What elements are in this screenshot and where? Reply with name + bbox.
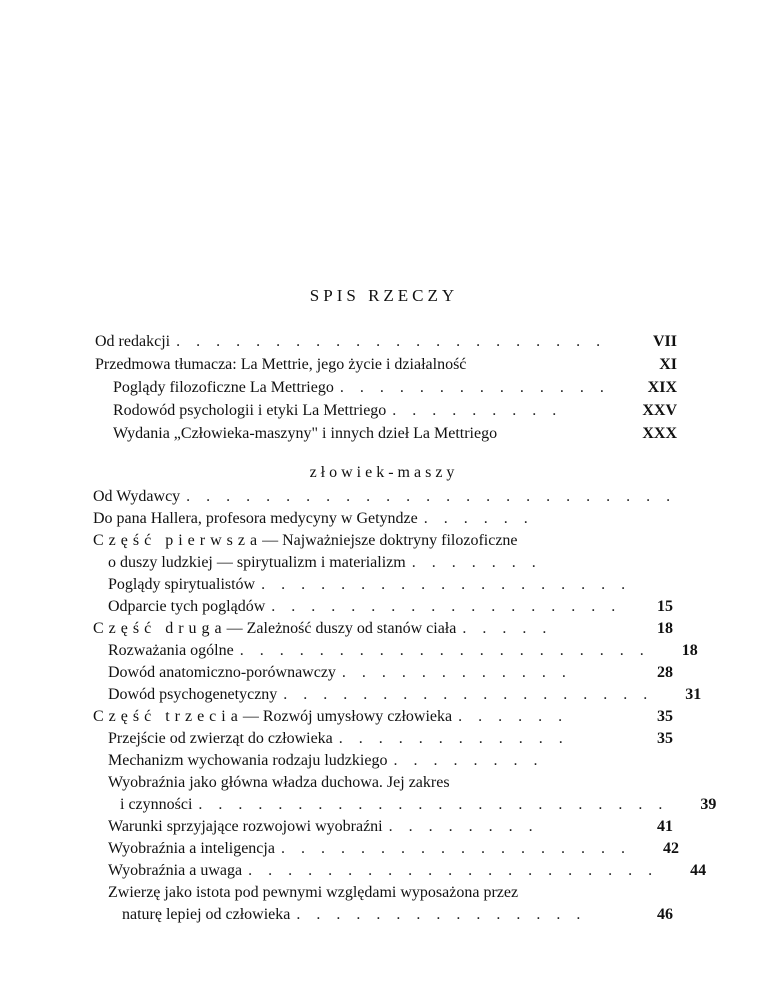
toc-entry-label: Przedmowa tłumacza: La Mettrie, jego życie i działalność (95, 356, 467, 373)
toc-entry (113, 378, 677, 398)
toc-entry (108, 773, 673, 793)
toc-page-number: 41 (657, 818, 673, 835)
toc-leader-dots: . . . . . . . . . . . . . . . (296, 906, 587, 923)
toc-entry-label: Od redakcji (95, 333, 171, 350)
toc-entry-label: Poglądy filozoficzne La Mettriego (113, 379, 334, 396)
toc-entry-label: — Zależność duszy od stanów ciała (226, 620, 457, 637)
toc-leader-dots: . . . . . . . . . . . . . . . . . . . . . (248, 862, 659, 879)
toc-entry (108, 663, 673, 683)
toc-entry-label: Wydania „Człowieka-maszyny" i innych dzieł La Mettriego (113, 425, 498, 442)
toc-entry-label: i czynności (120, 796, 193, 813)
toc-page-number: XIX (647, 379, 677, 396)
toc-page-number: 35 (657, 708, 673, 725)
toc-page-number: 42 (662, 840, 679, 857)
toc-entry (108, 883, 673, 903)
toc-leader-dots: . . . . . . . . (388, 818, 539, 835)
toc-part-heading: Część pierwsza (93, 532, 263, 549)
toc-leader-dots: . . . . . . . . . . . . . . . . . . . . . . (176, 333, 607, 350)
toc-page-number: 35 (657, 730, 673, 747)
toc-leader-dots: . . . . . . . (411, 554, 542, 571)
toc-page-number: XI (659, 356, 677, 373)
toc-entry-label: Wyobraźnia jako główna władza duchowa. Jej zakres (108, 774, 450, 791)
toc-page-number: 46 (657, 906, 673, 923)
toc-leader-dots: . . . . . . . . . . . . . . . . . . . (261, 576, 632, 593)
toc-leader-dots: . . . . . . . . (393, 752, 544, 769)
toc-entry-label: Dowód psychogenetyczny (108, 686, 278, 703)
toc-page-number: 44 (690, 862, 707, 879)
toc-entry-label: Do pana Hallera, profesora medycyny w Getyndze (93, 510, 418, 527)
toc-entry (113, 401, 677, 421)
toc-page-number: 18 (657, 620, 673, 637)
toc-entry (108, 575, 673, 595)
toc-entry (95, 355, 677, 375)
toc-entry (108, 729, 673, 749)
toc-leader-dots: . . . . . . . . . . . . . . . . . . . (283, 686, 654, 703)
toc-entry-label: o duszy ludzkiej — spirytualizm i materializm (108, 554, 406, 571)
toc-entry (108, 861, 707, 881)
toc-entry (108, 553, 673, 573)
toc-leader-dots: . . . . . . . . . . . . (338, 730, 569, 747)
toc-page-number: VII (652, 333, 677, 350)
toc-entry (108, 597, 673, 617)
toc-entry (122, 905, 673, 925)
toc-entry-label: Odparcie tych poglądów (108, 598, 266, 615)
toc-page-number: 15 (657, 598, 673, 615)
toc-entry (120, 795, 717, 815)
toc-leader-dots: . . . . . . . . . . . . . . . . . . (280, 840, 631, 857)
toc-entry-label: Warunki sprzyjające rozwojowi wyobraźni (108, 818, 383, 835)
toc-entry (113, 424, 677, 444)
toc-entry-label: Mechanizm wychowania rodzaju ludzkiego (108, 752, 388, 769)
toc-leader-dots: . . . . . . . . . (392, 402, 563, 419)
toc-leader-dots: . . . . . . . . . . . . . . . . . . . . . . . . . (186, 488, 677, 505)
toc-entry-label: — Najważniejsze doktryny filozoficzne (262, 532, 518, 549)
toc-entry-label: Dowód anatomiczno-porównawczy (108, 664, 336, 681)
toc-entry-label: Wyobraźnia a uwaga (108, 862, 243, 879)
toc-entry (108, 839, 679, 859)
toc-entry-label: Poglądy spirytualistów (108, 576, 256, 593)
page-title: SPIS RZECZY (309, 286, 459, 305)
toc-page-number: 18 (681, 642, 698, 659)
toc-entry-label: Rodowód psychologii i etyki La Mettriego (113, 402, 387, 419)
toc-page-number: 31 (685, 686, 702, 703)
toc-leader-dots: . . . . . . . . . . . . . . . . . . . . . (239, 642, 650, 659)
toc-entry-label: — Rozwój umysłowy człowieka (242, 708, 453, 725)
toc-part-heading: Część druga (93, 620, 227, 637)
toc-page-number: 39 (700, 796, 717, 813)
toc-entry-label: Rozważania ogólne (108, 642, 234, 659)
toc-leader-dots: . . . . . . . . . . . . . . (339, 379, 610, 396)
toc-entry (93, 487, 677, 507)
toc-entry (93, 531, 673, 551)
toc-entry (108, 685, 702, 705)
toc-entry-label: Zwierzę jako istota pod pewnymi względami wyposażona przez (108, 884, 519, 901)
toc-entry (95, 332, 677, 352)
toc-page-number: XXV (642, 402, 677, 419)
toc-part-heading: Część trzecia (93, 708, 243, 725)
toc-entry (108, 817, 673, 837)
toc-entry-label: naturę lepiej od człowieka (122, 906, 291, 923)
toc-entry (108, 641, 698, 661)
toc-entry (108, 751, 673, 771)
toc-leader-dots: . . . . . (462, 620, 553, 637)
toc-leader-dots: . . . . . . . . . . . . (341, 664, 572, 681)
toc-leader-dots: . . . . . . . . . . . . . . . . . . (271, 598, 622, 615)
toc-entry-label: Od Wydawcy (93, 488, 181, 505)
section-title: złowiek-maszy (309, 464, 459, 481)
toc-page-number: 28 (657, 664, 673, 681)
toc-entry-label: Wyobraźnia a inteligencja (108, 840, 275, 857)
toc-entry (93, 619, 673, 639)
toc-entry-label: Przejście od zwierząt do człowieka (108, 730, 333, 747)
toc-entry (93, 509, 673, 529)
toc-entry (93, 707, 673, 727)
toc-leader-dots: . . . . . . (458, 708, 569, 725)
toc-page-number: XXX (642, 425, 677, 442)
toc-leader-dots: . . . . . . (423, 510, 534, 527)
toc-leader-dots: . . . . . . . . . . . . . . . . . . . . . . . . (198, 796, 669, 813)
